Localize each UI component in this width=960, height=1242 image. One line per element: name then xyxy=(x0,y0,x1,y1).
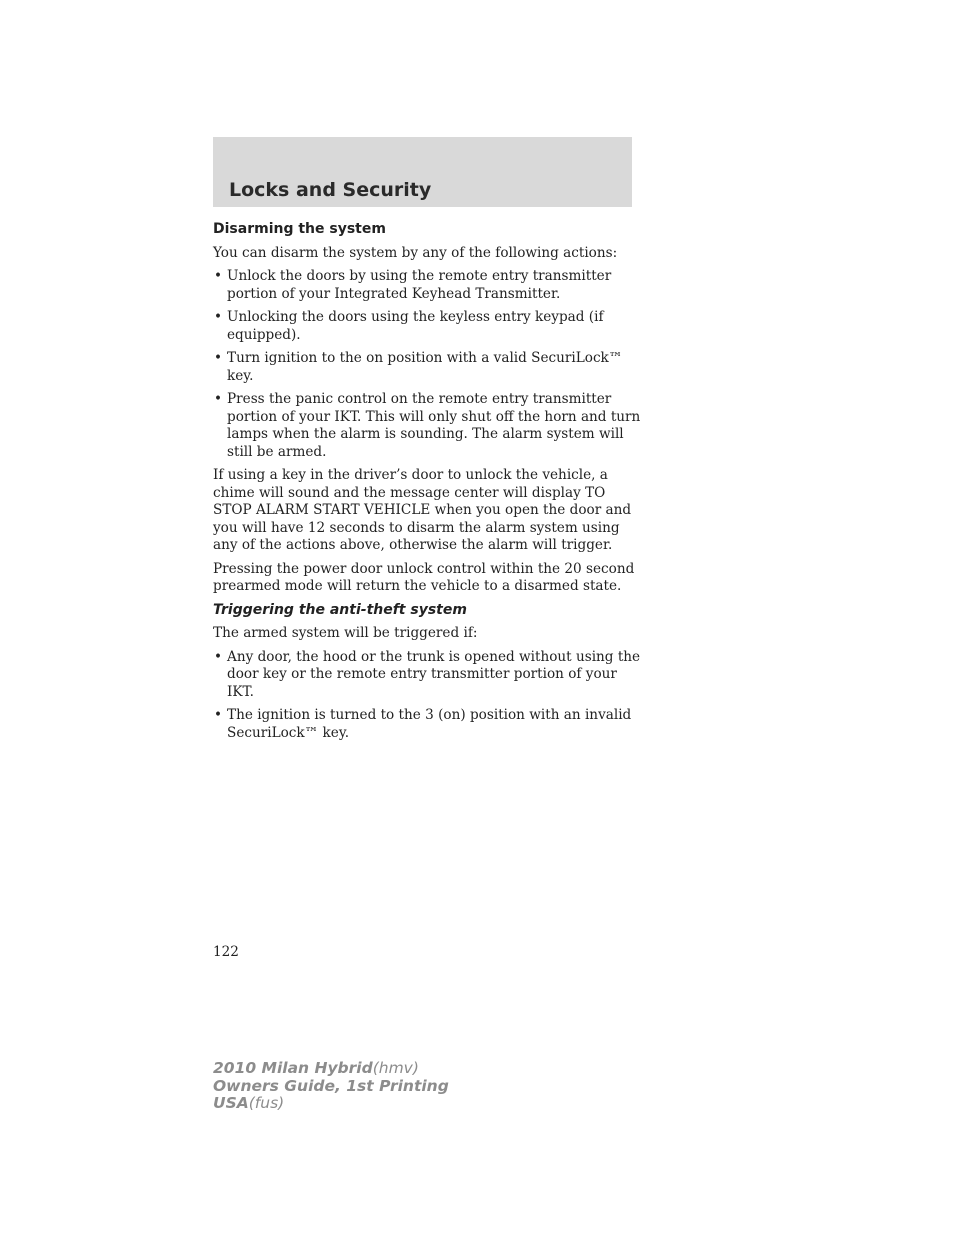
footer-line-guide: Owners Guide, 1st Printing xyxy=(213,1076,449,1095)
triggering-heading: Triggering the anti-theft system xyxy=(213,601,467,618)
footer-line-model xyxy=(213,1060,449,1078)
bullet-icon: • xyxy=(214,350,223,366)
bullet-icon: • xyxy=(214,309,223,325)
list-item xyxy=(213,268,643,303)
list-item-text: Any door, the hood or the trunk is opened without using the door key or the remote entry transmitter portion of your IKT. xyxy=(227,648,641,700)
section-title: Locks and Security xyxy=(229,179,432,201)
footer-model-code: (hmv) xyxy=(372,1059,419,1077)
page-number: 122 xyxy=(213,944,239,960)
page-content xyxy=(213,221,643,748)
bullet-icon: • xyxy=(214,648,223,665)
print-footer xyxy=(213,1060,449,1113)
footer-line-market xyxy=(213,1095,449,1113)
section-header-banner xyxy=(213,137,632,207)
list-item-text: Unlocking the doors using the keyless entry keypad (if equipped). xyxy=(227,309,604,343)
footer-market-code: (fus) xyxy=(248,1094,285,1112)
bullet-icon: • xyxy=(214,707,223,723)
list-item xyxy=(213,391,643,461)
list-item-text: Press the panic control on the remote entry transmitter portion of your IKT. This will only shut off the horn and turn lamps when the alarm is sounding. The alarm system will still be armed. xyxy=(227,391,641,460)
list-item-text: Turn ignition to the on position with a valid SecuriLock™ key. xyxy=(227,350,623,384)
disarming-key-paragraph: If using a key in the driver’s door to unlock the vehicle, a chime will sound and the message center will display TO STOP ALARM START VEHICLE when you open the door and you will have 12 seconds to disarm the alarm system using any of the actions above, otherwise the alarm will trigger. xyxy=(213,467,632,553)
disarming-list xyxy=(213,268,643,461)
triggering-list xyxy=(213,649,643,743)
disarming-intro: You can disarm the system by any of the following actions: xyxy=(213,244,618,261)
list-item-text: The ignition is turned to the 3 (on) position with an invalid SecuriLock™ key. xyxy=(227,707,632,741)
footer-market-name: USA xyxy=(213,1094,249,1112)
bullet-icon: • xyxy=(214,391,223,407)
list-item xyxy=(213,309,643,344)
triggering-intro: The armed system will be triggered if: xyxy=(213,625,478,641)
footer-model-name: 2010 Milan Hybrid xyxy=(213,1059,373,1077)
disarming-heading: Disarming the system xyxy=(213,221,386,237)
list-item xyxy=(213,707,643,742)
list-item xyxy=(213,350,643,385)
list-item xyxy=(213,649,643,702)
list-item-text: Unlock the doors by using the remote entry transmitter portion of your Integrated Keyhead Transmitter. xyxy=(227,268,612,302)
disarming-prearmed-paragraph: Pressing the power door unlock control within the 20 second prearmed mode will return the vehicle to a disarmed state. xyxy=(213,560,635,594)
bullet-icon: • xyxy=(214,268,223,284)
